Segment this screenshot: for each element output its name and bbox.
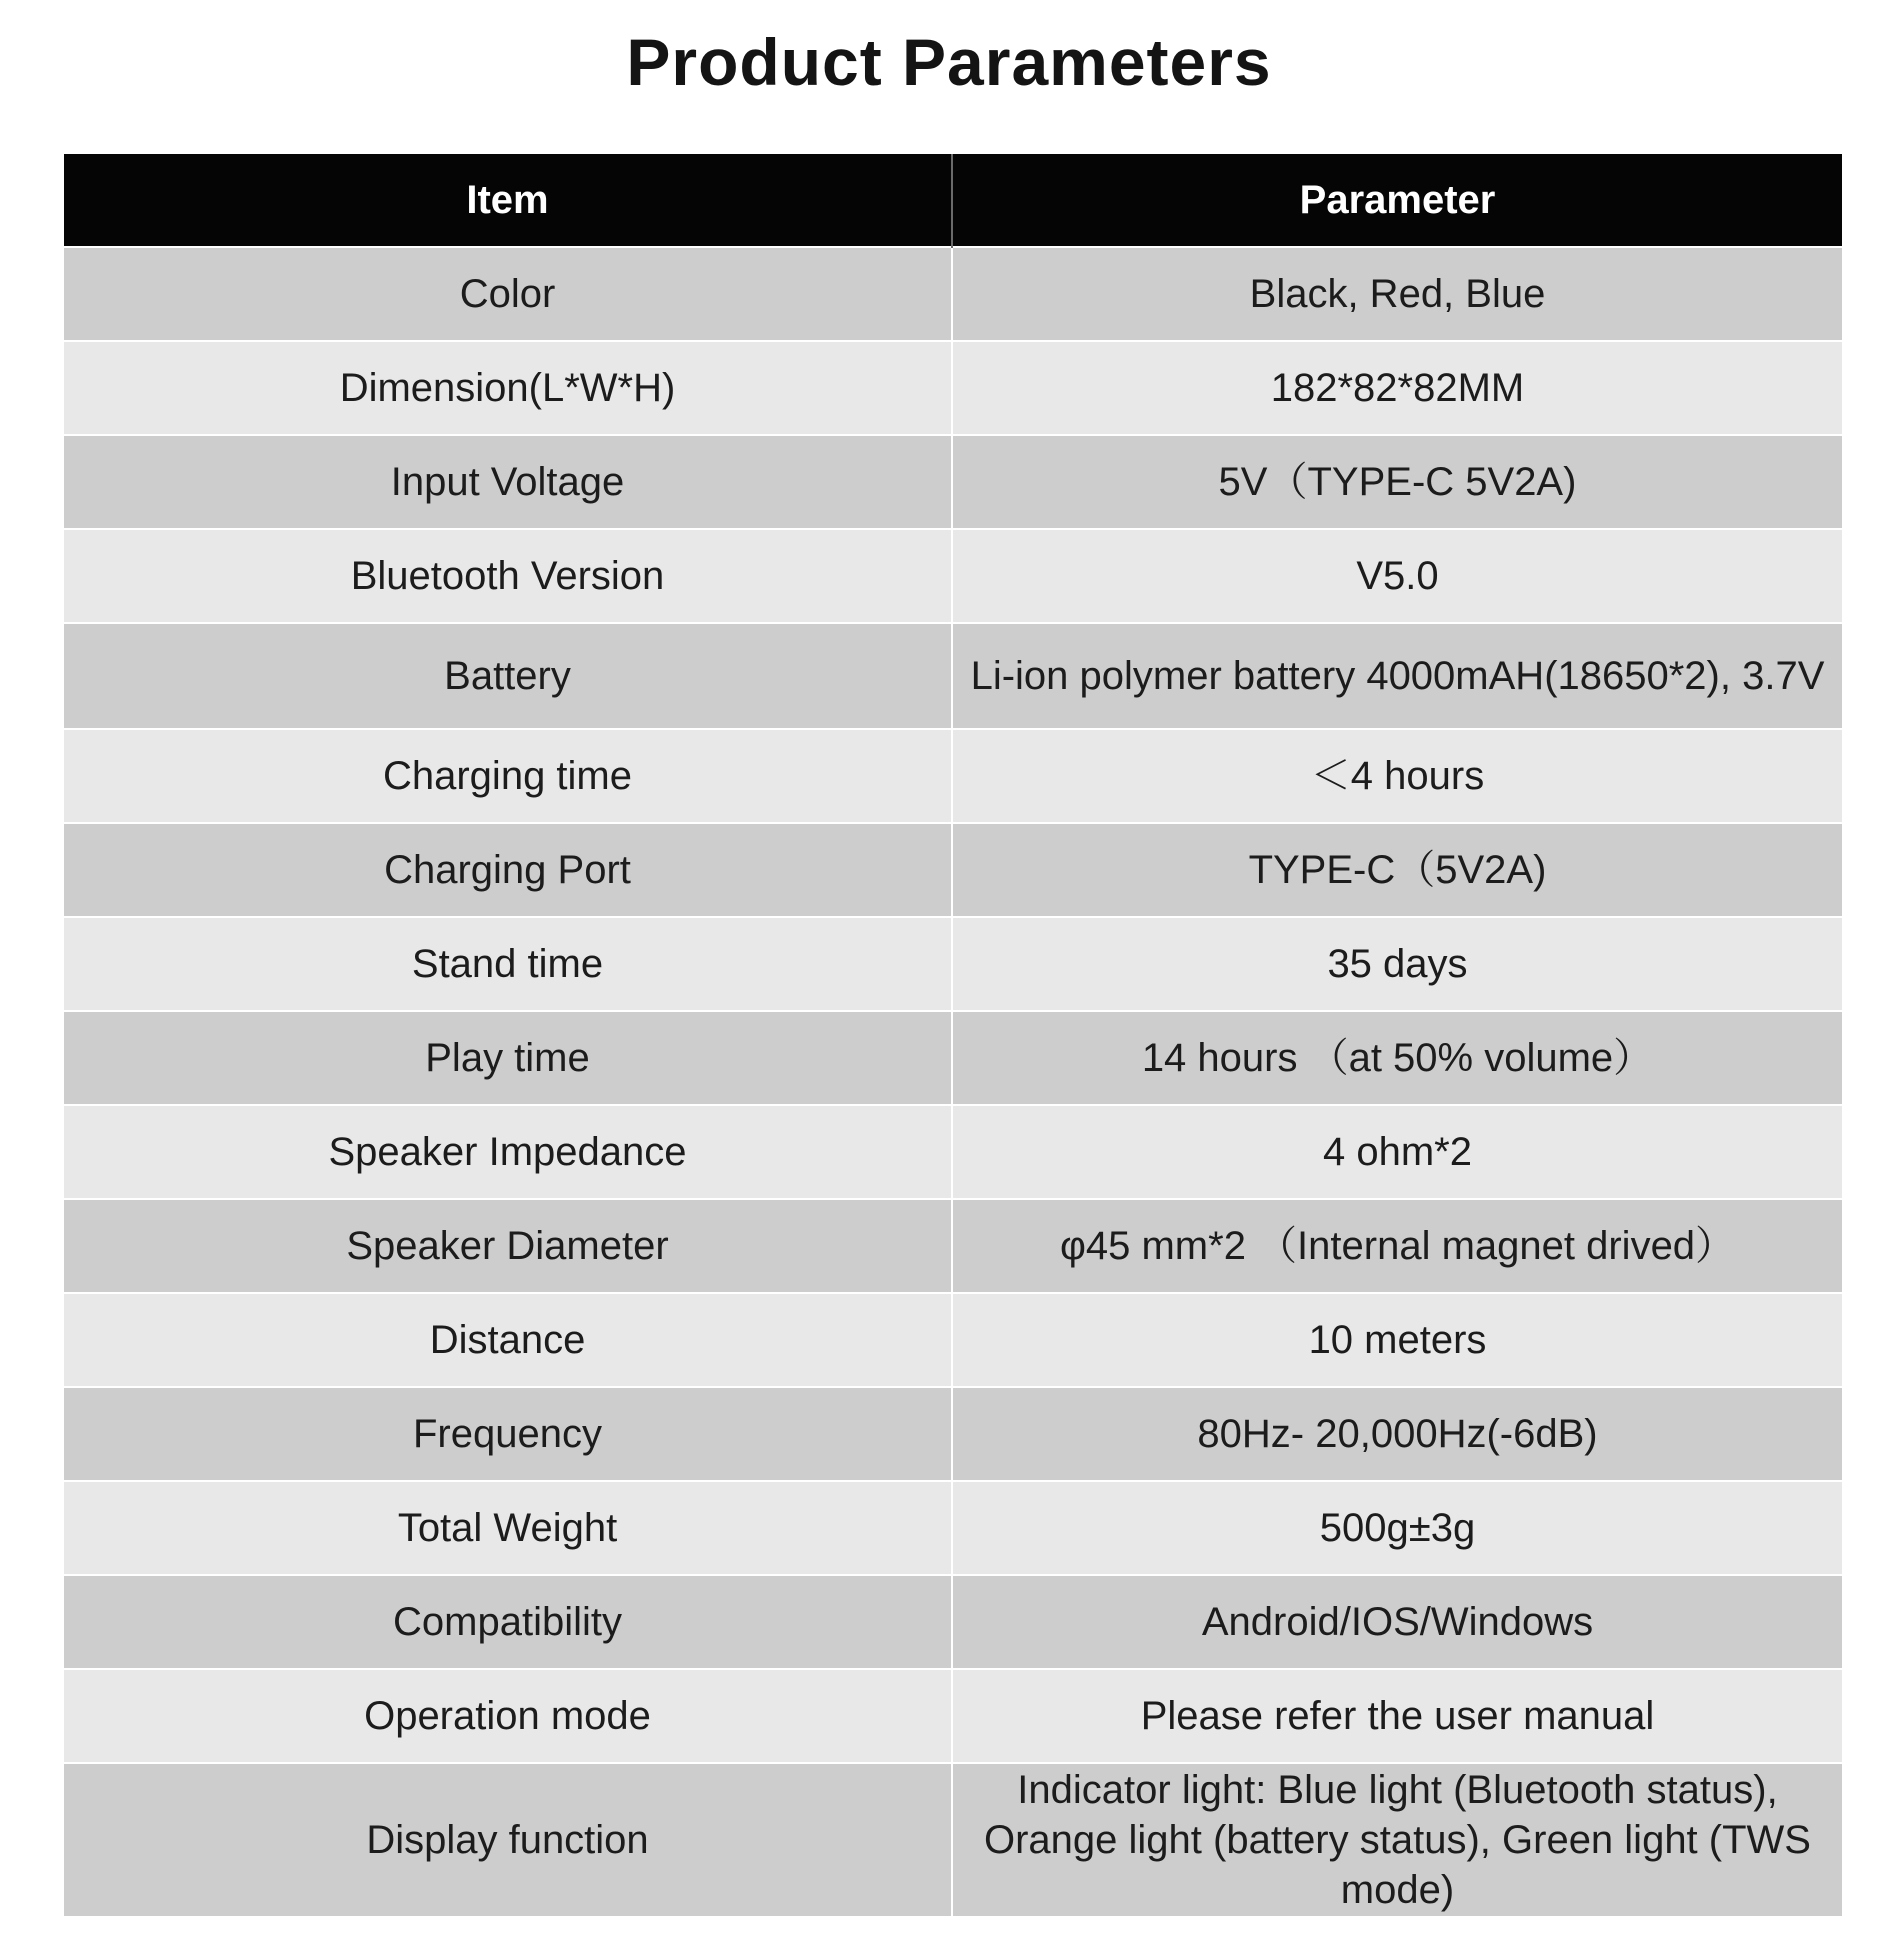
column-header-parameter: Parameter <box>952 154 1842 247</box>
item-cell: Dimension(L*W*H) <box>64 341 952 435</box>
item-cell: Display function <box>64 1763 952 1916</box>
item-cell: Bluetooth Version <box>64 529 952 623</box>
parameter-cell: Android/IOS/Windows <box>952 1575 1842 1669</box>
item-cell: Speaker Impedance <box>64 1105 952 1199</box>
parameter-cell: 35 days <box>952 917 1842 1011</box>
table-row <box>64 435 1842 529</box>
table-row <box>64 1011 1842 1105</box>
table-row <box>64 1763 1842 1916</box>
parameter-cell: Black, Red, Blue <box>952 247 1842 341</box>
table-row <box>64 729 1842 823</box>
table-row <box>64 1199 1842 1293</box>
item-cell: Compatibility <box>64 1575 952 1669</box>
parameter-cell: 5V（TYPE-C 5V2A) <box>952 435 1842 529</box>
parameter-cell: 14 hours （at 50% volume） <box>952 1011 1842 1105</box>
item-cell: Operation mode <box>64 1669 952 1763</box>
item-cell: Charging Port <box>64 823 952 917</box>
table-row <box>64 917 1842 1011</box>
item-cell: Input Voltage <box>64 435 952 529</box>
item-cell: Stand time <box>64 917 952 1011</box>
parameter-cell: TYPE-C（5V2A) <box>952 823 1842 917</box>
parameter-cell: Li-ion polymer battery 4000mAH(18650*2), 3.7V <box>952 623 1842 729</box>
parameter-cell: 10 meters <box>952 1293 1842 1387</box>
item-cell: Battery <box>64 623 952 729</box>
page-title: Product Parameters <box>626 25 1272 99</box>
parameter-cell: ＜4 hours <box>952 729 1842 823</box>
table-row <box>64 247 1842 341</box>
table-row <box>64 823 1842 917</box>
item-cell: Distance <box>64 1293 952 1387</box>
table-row <box>64 623 1842 729</box>
table-row <box>64 1481 1842 1575</box>
table-row <box>64 1293 1842 1387</box>
parameter-cell: φ45 mm*2 （Internal magnet drived） <box>952 1199 1842 1293</box>
parameter-cell: 4 ohm*2 <box>952 1105 1842 1199</box>
table-row <box>64 1575 1842 1669</box>
parameter-cell: V5.0 <box>952 529 1842 623</box>
parameter-cell: Please refer the user manual <box>952 1669 1842 1763</box>
parameters-table <box>64 154 1842 1916</box>
parameter-cell: Indicator light: Blue light (Bluetooth status), Orange light (battery status), Green light (TWS mode) <box>952 1763 1842 1916</box>
item-cell: Frequency <box>64 1387 952 1481</box>
parameter-cell: 182*82*82MM <box>952 341 1842 435</box>
table-row <box>64 1105 1842 1199</box>
parameter-cell: 80Hz- 20,000Hz(-6dB) <box>952 1387 1842 1481</box>
item-cell: Speaker Diameter <box>64 1199 952 1293</box>
table-row <box>64 1669 1842 1763</box>
item-cell: Play time <box>64 1011 952 1105</box>
table-row <box>64 341 1842 435</box>
table-header-row <box>64 154 1842 247</box>
item-cell: Charging time <box>64 729 952 823</box>
table-row <box>64 1387 1842 1481</box>
column-header-item: Item <box>64 154 952 247</box>
table-row <box>64 529 1842 623</box>
parameter-cell: 500g±3g <box>952 1481 1842 1575</box>
item-cell: Color <box>64 247 952 341</box>
item-cell: Total Weight <box>64 1481 952 1575</box>
